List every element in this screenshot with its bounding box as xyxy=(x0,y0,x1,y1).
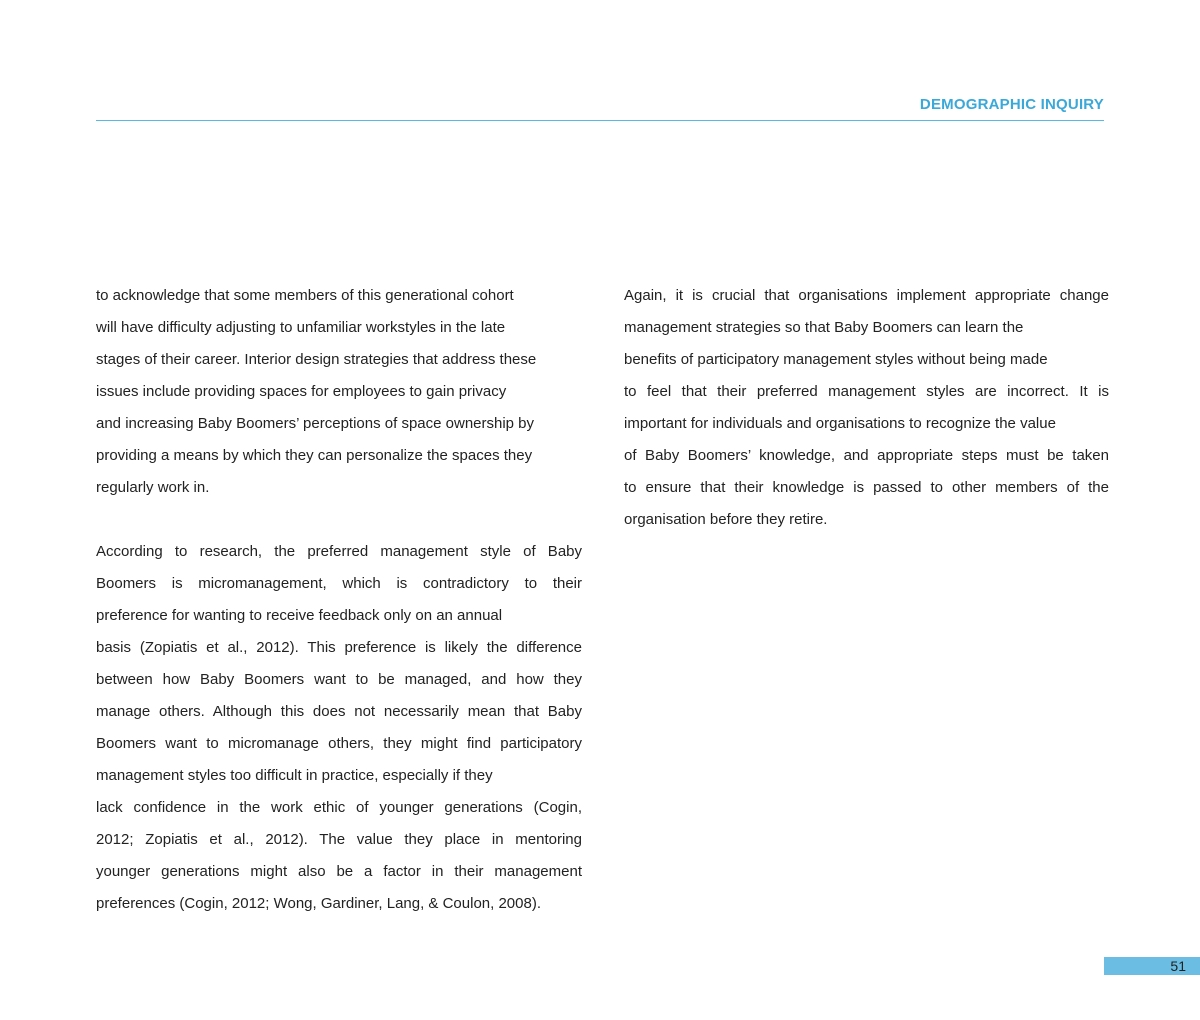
text-line: According to research, the preferred management style of Baby xyxy=(96,543,582,560)
text-line: management strategies so that Baby Boomers can learn the xyxy=(624,319,1024,336)
text-line: of Baby Boomers’ knowledge, and appropriate steps must be taken xyxy=(624,447,1109,464)
text-line: providing a means by which they can personalize the spaces they xyxy=(96,447,533,464)
text-line: Boomers want to micromanage others, they might find participatory xyxy=(96,735,582,752)
text-line: benefits of participatory management styles without being made xyxy=(624,351,1048,368)
text-line: preference for wanting to receive feedback only on an annual xyxy=(96,607,503,624)
text-line: stages of their career. Interior design strategies that address these xyxy=(96,351,537,368)
text-line: will have difficulty adjusting to unfamiliar workstyles in the late xyxy=(96,319,506,336)
text-line: preferences (Cogin, 2012; Wong, Gardiner, Lang, & Coulon, 2008). xyxy=(96,895,541,912)
left-text-column xyxy=(96,280,582,920)
text-line: issues include providing spaces for employees to gain privacy xyxy=(96,383,507,400)
text-line: Boomers is micromanagement, which is contradictory to their xyxy=(96,575,582,592)
text-line: manage others. Although this does not necessarily mean that Baby xyxy=(96,703,582,720)
header-divider xyxy=(96,120,1104,121)
text-line: between how Baby Boomers want to be managed, and how they xyxy=(96,671,582,688)
paragraph-privacy-ownership xyxy=(96,280,582,504)
text-line: basis (Zopiatis et al., 2012). This preference is likely the difference xyxy=(96,639,582,656)
right-text-column xyxy=(624,280,1109,536)
page-number: 51 xyxy=(1170,958,1186,974)
text-line: to feel that their preferred management styles are incorrect. It is xyxy=(624,383,1109,400)
text-line: important for individuals and organisations to recognize the value xyxy=(624,415,1056,432)
text-line: management styles too difficult in practice, especially if they xyxy=(96,767,493,784)
paragraph-management-style xyxy=(96,536,582,920)
text-line: lack confidence in the work ethic of younger generations (Cogin, xyxy=(96,799,582,816)
text-line: regularly work in. xyxy=(96,479,210,496)
text-line: organisation before they retire. xyxy=(624,511,828,528)
text-line: to acknowledge that some members of this generational cohort xyxy=(96,287,514,304)
text-line: younger generations might also be a factor in their management xyxy=(96,863,582,880)
paragraph-gap xyxy=(96,504,582,536)
section-header-title: DEMOGRAPHIC INQUIRY xyxy=(919,96,1104,113)
paragraph-change-management xyxy=(624,280,1109,536)
text-line: and increasing Baby Boomers’ perceptions of space ownership by xyxy=(96,415,535,432)
text-line: Again, it is crucial that organisations implement appropriate change xyxy=(624,287,1109,304)
text-line: 2012; Zopiatis et al., 2012). The value they place in mentoring xyxy=(96,831,582,848)
text-line: to ensure that their knowledge is passed to other members of the xyxy=(624,479,1109,496)
